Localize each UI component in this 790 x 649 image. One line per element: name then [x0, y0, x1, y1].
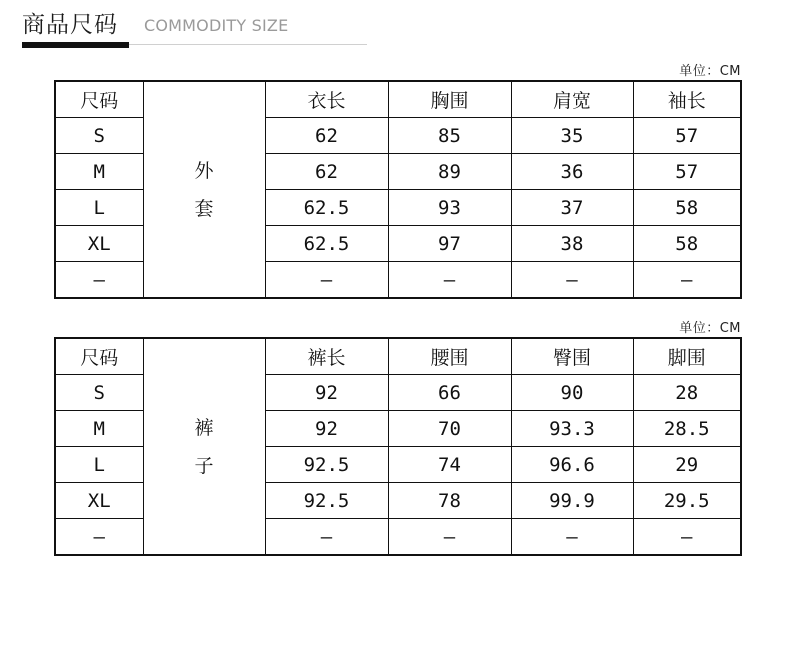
value-cell: – — [511, 519, 633, 556]
header-col: 衣长 — [265, 81, 388, 118]
value-cell: 92.5 — [265, 483, 388, 519]
header-size: 尺码 — [55, 81, 143, 118]
value-cell: 99.9 — [511, 483, 633, 519]
value-cell: 62.5 — [265, 190, 388, 226]
value-cell: 29.5 — [633, 483, 741, 519]
value-cell: 35 — [511, 118, 633, 154]
value-cell: 37 — [511, 190, 633, 226]
size-cell: S — [55, 375, 143, 411]
value-cell: 62.5 — [265, 226, 388, 262]
header-size: 尺码 — [55, 338, 143, 375]
value-cell: – — [511, 262, 633, 299]
header-accent-bar — [22, 42, 129, 48]
size-cell: M — [55, 154, 143, 190]
value-cell: 70 — [388, 411, 511, 447]
category-char: 子 — [194, 454, 214, 477]
value-cell: 57 — [633, 154, 741, 190]
header-col: 臀围 — [511, 338, 633, 375]
size-table-pants — [54, 337, 742, 556]
value-cell: – — [388, 519, 511, 556]
size-cell: M — [55, 411, 143, 447]
value-cell: 92 — [265, 375, 388, 411]
value-cell: 58 — [633, 226, 741, 262]
value-cell: 92 — [265, 411, 388, 447]
size-cell: L — [55, 190, 143, 226]
value-cell: 78 — [388, 483, 511, 519]
value-cell: 57 — [633, 118, 741, 154]
section-header — [22, 10, 367, 48]
size-cell: – — [55, 519, 143, 556]
category-char: 外 — [194, 159, 214, 182]
value-cell: 38 — [511, 226, 633, 262]
size-cell: XL — [55, 226, 143, 262]
category-cell — [143, 81, 265, 298]
value-cell: – — [633, 519, 741, 556]
header-col: 袖长 — [633, 81, 741, 118]
size-cell: L — [55, 447, 143, 483]
category-char: 套 — [194, 197, 214, 220]
value-cell: 93.3 — [511, 411, 633, 447]
value-cell: – — [265, 262, 388, 299]
size-cell: XL — [55, 483, 143, 519]
value-cell: – — [633, 262, 741, 299]
header-col: 肩宽 — [511, 81, 633, 118]
table-header-row — [55, 338, 741, 375]
header-col: 脚围 — [633, 338, 741, 375]
header-title-cn: 商品尺码 — [22, 12, 118, 38]
value-cell: 29 — [633, 447, 741, 483]
category-char: 裤 — [194, 416, 214, 439]
unit-label: 单位：CM — [679, 64, 741, 79]
value-cell: 89 — [388, 154, 511, 190]
category-cell — [143, 338, 265, 555]
value-cell: 74 — [388, 447, 511, 483]
value-cell: 58 — [633, 190, 741, 226]
header-col: 裤长 — [265, 338, 388, 375]
value-cell: 97 — [388, 226, 511, 262]
value-cell: 36 — [511, 154, 633, 190]
header-title-en: COMMODITY SIZE — [144, 16, 289, 35]
value-cell: 62 — [265, 154, 388, 190]
table-header-row — [55, 81, 741, 118]
value-cell: 93 — [388, 190, 511, 226]
value-cell: 62 — [265, 118, 388, 154]
size-cell: S — [55, 118, 143, 154]
size-cell: – — [55, 262, 143, 299]
unit-label: 单位：CM — [679, 321, 741, 336]
value-cell: 28.5 — [633, 411, 741, 447]
value-cell: 92.5 — [265, 447, 388, 483]
value-cell: 28 — [633, 375, 741, 411]
value-cell: 66 — [388, 375, 511, 411]
value-cell: 96.6 — [511, 447, 633, 483]
value-cell: – — [388, 262, 511, 299]
value-cell: – — [265, 519, 388, 556]
header-col: 胸围 — [388, 81, 511, 118]
header-col: 腰围 — [388, 338, 511, 375]
size-table-jacket — [54, 80, 742, 299]
value-cell: 90 — [511, 375, 633, 411]
value-cell: 85 — [388, 118, 511, 154]
